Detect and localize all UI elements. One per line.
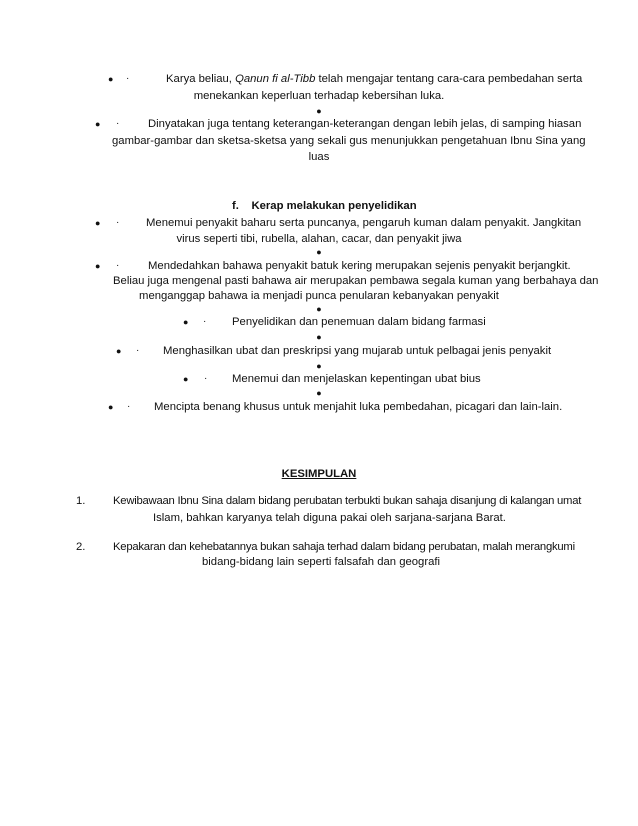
text-line: luas [308, 151, 330, 163]
bullet-dot: ● [108, 402, 114, 412]
empty-bullet: ● [316, 247, 322, 257]
list-number: 1. [76, 495, 86, 507]
text-line: Penyelidikan dan penemuan dalam bidang farmasi [232, 316, 486, 328]
middot: · [116, 118, 120, 129]
text-line: Menghasilkan ubat dan preskripsi yang mujarab untuk pelbagai jenis penyakit [163, 345, 552, 357]
text-line: menekankan keperluan terhadap kebersihan luka. [193, 90, 445, 102]
text-line: Karya beliau, Qanun fi al-Tibb telah mengajar tentang cara-cara pembedahan serta [166, 73, 583, 85]
book-title: Qanun fi al-Tibb [235, 73, 316, 85]
empty-bullet: ● [316, 106, 322, 116]
middot: · [204, 373, 208, 384]
middot: · [116, 260, 120, 271]
empty-bullet: ● [316, 388, 322, 398]
bullet-dot: ● [183, 374, 189, 384]
middot: · [126, 73, 130, 84]
bullet-dot: ● [95, 261, 101, 271]
text-line: Mendedahkan bahawa penyakit batuk kering merupakan sejenis penyakit berjangkit. [148, 260, 571, 272]
text-line: Kepakaran dan kehebatannya bukan sahaja terhad dalam bidang perubatan, malah merangkumi [113, 541, 575, 553]
middot: · [127, 401, 131, 412]
bullet-dot: ● [108, 74, 114, 84]
text-line: virus seperti tibi, rubella, alahan, cacar, dan penyakit jiwa [176, 233, 462, 245]
text-line: Mencipta benang khusus untuk menjahit luka pembedahan, picagari dan lain-lain. [154, 401, 563, 413]
text-line: Menemui penyakit baharu serta puncanya, pengaruh kuman dalam penyakit. Jangkitan [146, 217, 582, 229]
text-line: gambar-gambar dan sketsa-sketsa yang sekali gus menunjukkan pengetahuan Ibnu Sina yang [112, 135, 586, 147]
text-line: Beliau juga mengenal pasti bahawa air merupakan pembawa segala kuman yang berbahaya dan [113, 275, 599, 287]
text-line: menganggap bahawa ia menjadi punca penularan kebanyakan penyakit [139, 290, 499, 302]
middot: · [136, 345, 140, 356]
section-heading: f. Kerap melakukan penyelidikan [232, 200, 417, 212]
bullet-dot: ● [116, 346, 122, 356]
empty-bullet: ● [316, 361, 322, 371]
empty-bullet: ● [316, 304, 322, 314]
text-line: Dinyatakan juga tentang keterangan-keterangan dengan lebih jelas, di samping hiasan [148, 118, 582, 130]
bullet-dot: ● [95, 218, 101, 228]
text-line: Kewibawaan Ibnu Sina dalam bidang perubatan terbukti bukan sahaja disanjung di kalangan umat [113, 495, 582, 507]
text-line: Menemui dan menjelaskan kepentingan ubat bius [232, 373, 481, 385]
text-line: Islam, bahkan karyanya telah diguna pakai oleh sarjana-sarjana Barat. [153, 512, 506, 524]
list-number: 2. [76, 541, 86, 553]
empty-bullet: ● [316, 332, 322, 342]
text-line: bidang-bidang lain seperti falsafah dan geografi [202, 556, 441, 568]
bullet-dot: ● [183, 317, 189, 327]
middot: · [203, 316, 207, 327]
middot: · [116, 217, 120, 228]
conclusion-heading: KESIMPULAN [281, 468, 357, 480]
bullet-dot: ● [95, 119, 101, 129]
